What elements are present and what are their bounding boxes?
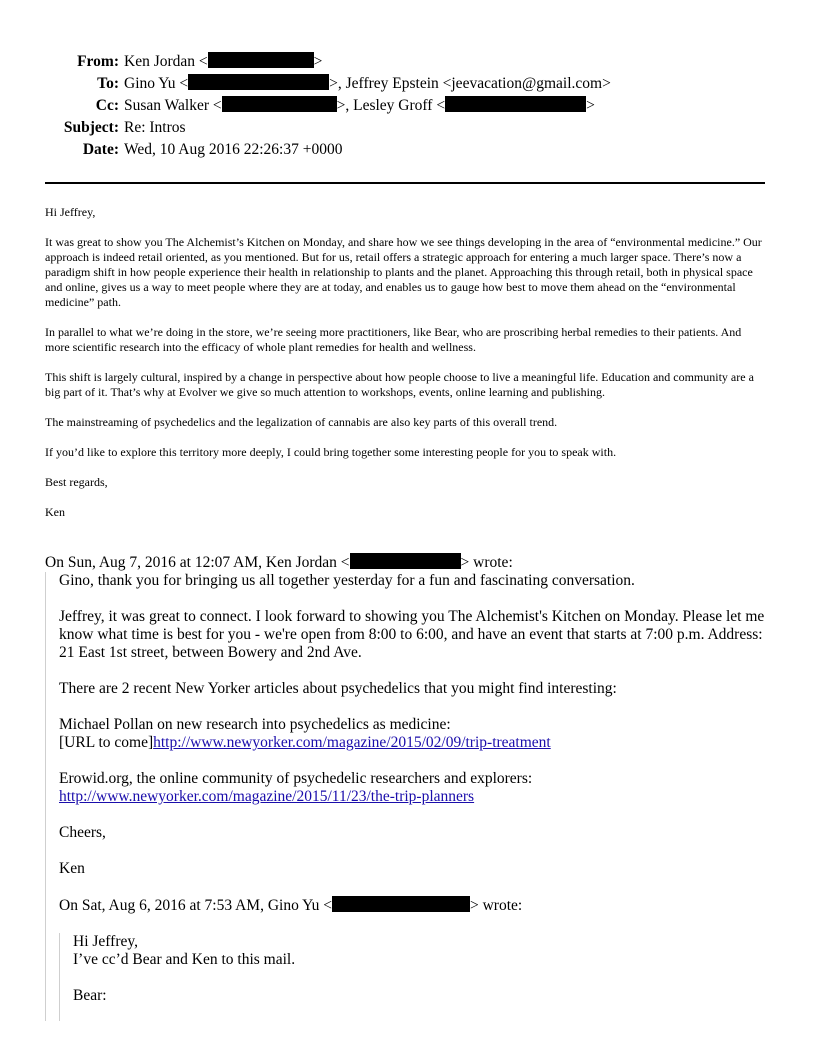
trip-treatment-link[interactable]: http://www.newyorker.com/magazine/2015/02/09/trip-treatment — [153, 734, 551, 751]
closing: Best regards, — [45, 475, 108, 489]
url-prefix: [URL to come] — [59, 734, 154, 751]
date-value: Wed, 10 Aug 2016 22:26:37 +0000 — [124, 141, 343, 158]
greeting: Hi Jeffrey, — [45, 205, 96, 219]
date-row — [0, 139, 816, 161]
quote-line: I’ve cc’d Bear and Ken to this mail. — [73, 951, 296, 968]
cc-label: Cc: — [95, 97, 119, 114]
to-name: Gino Yu < — [124, 75, 189, 92]
subject-value: Re: Intros — [124, 119, 186, 136]
signature: Ken — [45, 505, 65, 519]
quote-attribution-tail: > wrote: — [460, 554, 513, 571]
redaction-box — [445, 96, 586, 112]
subject-row — [0, 117, 816, 139]
article-description: Michael Pollan on new research into psychedelics as medicine: — [59, 716, 451, 733]
cc-name: Susan Walker < — [124, 97, 222, 114]
paragraph: The mainstreaming of psychedelics and the legalization of cannabis are also key parts of this overall trend. — [45, 415, 558, 429]
header-divider — [45, 182, 765, 184]
email-header — [0, 51, 816, 161]
redaction-box — [188, 74, 329, 90]
cc-tail: > — [586, 97, 595, 114]
paragraph: In parallel to what we’re doing in the store, we’re seeing more practitioners, like Bear, who are proscribing herbal remedies to their patients. And more scientific research into the efficacy of whole plant remedies for health and wellness. — [45, 325, 742, 354]
quoted-message-2 — [59, 896, 770, 1021]
from-name: Ken Jordan < — [124, 53, 208, 70]
from-tail: > — [313, 53, 323, 70]
redaction-box — [208, 52, 314, 68]
email-body — [45, 205, 767, 535]
quote-closing: Cheers, — [59, 824, 106, 841]
quote-line: Hi Jeffrey, — [73, 933, 138, 950]
quote-block — [45, 572, 770, 1021]
redaction-box — [350, 553, 461, 569]
subject-label: Subject: — [63, 119, 119, 136]
to-label: To: — [97, 75, 119, 92]
to-row — [0, 73, 816, 95]
cc-mid: >, Lesley Groff < — [336, 97, 446, 114]
quote-signature: Ken — [59, 860, 85, 877]
paragraph: This shift is largely cultural, inspired by a change in perspective about how people choose to live a meaningful life. Education and community are a big part of it. That’s why at Evolver we give so much attention to workshops, events, online learning and publishing. — [45, 370, 754, 399]
quote-paragraph: Jeffrey, it was great to connect. I look forward to showing you The Alchemist's Kitchen on Monday. Please let me know what time is best for you - we're open from 8:00 to 6:00, and have an event that starts at 7:00 p.m. Address: 21 East 1st street, between Bowery and 2nd Ave. — [59, 608, 765, 661]
quote-paragraph — [59, 716, 770, 752]
quote-paragraph — [59, 770, 770, 806]
quote-block — [59, 933, 770, 1021]
trip-planners-link[interactable]: http://www.newyorker.com/magazine/2015/11/23/the-trip-planners — [59, 788, 475, 805]
to-rest: >, Jeffrey Epstein <jeevacation@gmail.com> — [329, 75, 611, 92]
quote-attribution-text: On Sat, Aug 6, 2016 at 7:53 AM, Gino Yu < — [59, 897, 332, 914]
quote-paragraph: Gino, thank you for bringing us all together yesterday for a fun and fascinating conversation. — [59, 572, 635, 589]
date-label: Date: — [82, 141, 119, 158]
paragraph: If you’d like to explore this territory more deeply, I could bring together some interesting people for you to speak with. — [45, 445, 617, 459]
redaction-box — [332, 896, 470, 912]
quoted-message-1 — [45, 553, 770, 1021]
quote-attribution — [59, 896, 770, 915]
quote-line: Bear: — [73, 987, 107, 1004]
redaction-box — [222, 96, 337, 112]
cc-row — [0, 95, 816, 117]
from-row — [0, 51, 816, 73]
quote-attribution-tail: > wrote: — [469, 897, 523, 914]
from-label: From: — [77, 53, 119, 70]
quote-paragraph: There are 2 recent New Yorker articles about psychedelics that you might find interesting: — [59, 680, 617, 697]
article-description: Erowid.org, the online community of psychedelic researchers and explorers: — [59, 770, 533, 787]
quote-attribution — [45, 553, 770, 572]
paragraph: It was great to show you The Alchemist’s Kitchen on Monday, and share how we see things developing in the area of “environmental medicine.” Our approach is indeed retail oriented, as you mentioned. But for us, retail offers a strategic approach for entering a much larger space. There’s now a paradigm shift in how people experience their health in relationship to plants and the planet. Approaching this through retail, both in physical space and online, gives us a way to meet people where they are at today, and enables us to gauge how best to move them ahead on the “environmental medicine” path. — [45, 235, 762, 309]
quote-attribution-text: On Sun, Aug 7, 2016 at 12:07 AM, Ken Jordan < — [45, 554, 350, 571]
